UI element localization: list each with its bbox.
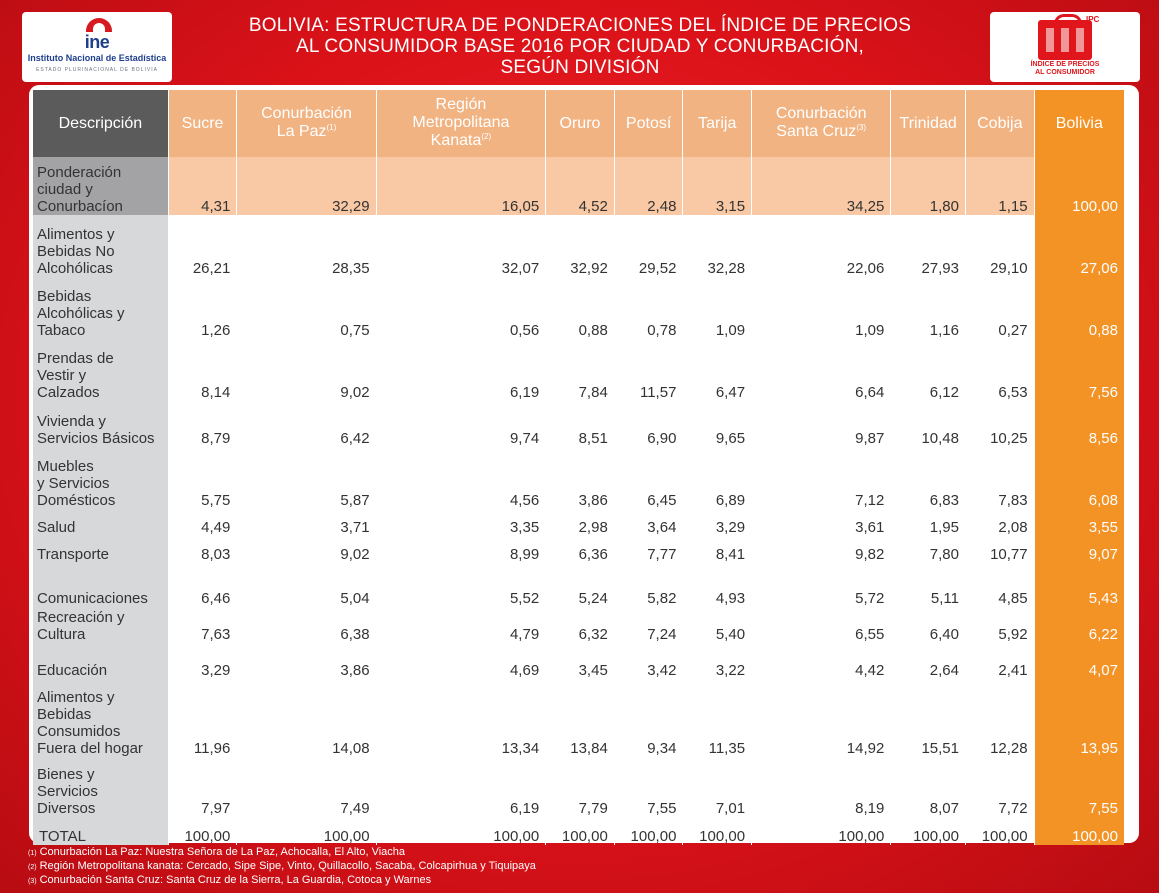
table-cell: 15,51 [891, 679, 966, 757]
table-cell: 7,83 [965, 447, 1034, 509]
table-row [33, 563, 1124, 607]
column-header-label: Metropolitana [412, 113, 510, 131]
table-cell: 1,15 [965, 157, 1034, 215]
table-cell: 4,42 [752, 643, 891, 679]
page-title [190, 15, 970, 78]
table-cell: 4,79 [376, 607, 546, 643]
table-cell: 32,29 [237, 157, 376, 215]
table-cell: 8,19 [752, 757, 891, 817]
table-cell: 4,85 [965, 563, 1034, 607]
table-cell: 3,29 [168, 643, 237, 679]
row-label-line: Servicios [37, 783, 98, 800]
footnote-text: Conurbación La Paz: Nuestra Señora de La Paz, Achocalla, El Alto, Viacha [39, 846, 406, 858]
table-cell: 3,15 [683, 157, 752, 215]
table-cell: 7,49 [237, 757, 376, 817]
ipc-logo-text [990, 61, 1140, 77]
table-cell: 7,84 [546, 339, 615, 401]
column-header-note: (3) [856, 122, 867, 132]
table-row [33, 277, 1124, 339]
row-label [33, 643, 168, 679]
table-row [33, 215, 1124, 277]
table-cell: 8,07 [891, 757, 966, 817]
table-cell: 1,80 [891, 157, 966, 215]
table-cell: 13,34 [376, 679, 546, 757]
table-cell: 7,01 [683, 757, 752, 817]
row-label-line: Consumidos [37, 723, 121, 740]
table-row [33, 817, 1124, 845]
column-header-trinidad [891, 90, 966, 157]
page-title-line: AL CONSUMIDOR BASE 2016 POR CIUDAD Y CONURBACIÓN, [296, 36, 864, 57]
column-header-label: Trinidad [899, 114, 957, 132]
table-cell: 6,90 [614, 401, 683, 447]
table-cell: 8,79 [168, 401, 237, 447]
column-header-label: Kanata [430, 131, 482, 149]
table-cell: 32,92 [546, 215, 615, 277]
table-cell: 100,00 [546, 817, 615, 845]
table-cell: 6,83 [891, 447, 966, 509]
column-header-label: Potosí [625, 114, 672, 132]
table-cell: 0,88 [546, 277, 615, 339]
table-cell: 3,42 [614, 643, 683, 679]
table-cell: 7,79 [546, 757, 615, 817]
table-cell: 3,29 [683, 509, 752, 536]
table-row [33, 679, 1124, 757]
ipc-logo [990, 12, 1140, 82]
row-label [33, 157, 168, 215]
table-cell: 2,64 [891, 643, 966, 679]
row-label-line: Bebidas [37, 706, 92, 723]
table-cell: 11,35 [683, 679, 752, 757]
table-cell: 6,19 [376, 757, 546, 817]
table-cell: 6,40 [891, 607, 966, 643]
table-row [33, 757, 1124, 817]
row-label [33, 215, 168, 277]
table-cell: 8,14 [168, 339, 237, 401]
ine-logo-name: Instituto Nacional de Estadística [27, 53, 167, 63]
row-label-line: Domésticos [37, 492, 116, 509]
table-cell: 4,93 [683, 563, 752, 607]
row-label-line: TOTAL [39, 828, 86, 845]
table-cell: 9,74 [376, 401, 546, 447]
row-label [33, 277, 168, 339]
table-cell: 32,07 [376, 215, 546, 277]
table-cell: 2,41 [965, 643, 1034, 679]
table-cell: 12,28 [965, 679, 1034, 757]
row-label-line: y Servicios [37, 475, 110, 492]
row-label-line: Bebidas [37, 288, 92, 305]
table-cell: 6,46 [168, 563, 237, 607]
table-cell: 0,75 [237, 277, 376, 339]
column-header-label: Región [435, 95, 487, 113]
row-label-line: Recreación y [37, 609, 125, 626]
table-cell: 1,16 [891, 277, 966, 339]
table-cell: 7,56 [1034, 339, 1124, 401]
row-label-line: Cultura [37, 626, 86, 643]
table-cell: 100,00 [1034, 817, 1124, 845]
row-label-line: Muebles [37, 458, 94, 475]
table-cell: 3,71 [237, 509, 376, 536]
table-cell: 3,22 [683, 643, 752, 679]
row-label [33, 817, 168, 845]
table-cell: 100,00 [965, 817, 1034, 845]
table-row [33, 339, 1124, 401]
table-row [33, 401, 1124, 447]
table-cell: 6,53 [965, 339, 1034, 401]
table-cell: 3,61 [752, 509, 891, 536]
table-cell: 2,08 [965, 509, 1034, 536]
ine-logo [22, 12, 172, 82]
row-label-line: Fuera del hogar [37, 740, 143, 757]
ipc-logo-tag: IPC [1086, 15, 1100, 24]
footnote [28, 860, 536, 874]
column-header-oruro [546, 90, 615, 157]
row-label-line: Educación [37, 662, 108, 679]
table-cell: 7,55 [1034, 757, 1124, 817]
table-cell: 10,25 [965, 401, 1034, 447]
table-cell: 27,06 [1034, 215, 1124, 277]
table-cell: 5,43 [1034, 563, 1124, 607]
table-cell: 11,96 [168, 679, 237, 757]
footnote-mark: (1) [28, 850, 37, 857]
row-label-line: ciudad y [37, 181, 93, 198]
table-cell: 9,07 [1034, 536, 1124, 563]
footnote-text: Región Metropolitana kanata: Cercado, Sipe Sipe, Vinto, Quillacollo, Sacaba, Colcapirhua y Tiquipaya [39, 860, 536, 872]
row-label [33, 757, 168, 817]
footnote-text: Conurbación Santa Cruz: Santa Cruz de la Sierra, La Guardia, Cotoca y Warnes [39, 874, 432, 886]
table-cell: 100,00 [683, 817, 752, 845]
row-label [33, 536, 168, 563]
row-label [33, 563, 168, 607]
table-cell: 0,56 [376, 277, 546, 339]
table-cell: 7,80 [891, 536, 966, 563]
row-label-line: Calzados [37, 384, 100, 401]
table-cell: 9,65 [683, 401, 752, 447]
footnote-mark: (3) [28, 878, 37, 885]
table-cell: 5,92 [965, 607, 1034, 643]
table-cell: 4,69 [376, 643, 546, 679]
table-cell: 5,40 [683, 607, 752, 643]
column-header-cobija [965, 90, 1034, 157]
table-cell: 7,55 [614, 757, 683, 817]
table-cell: 100,00 [376, 817, 546, 845]
table-cell: 5,52 [376, 563, 546, 607]
row-label [33, 679, 168, 757]
table-cell: 4,31 [168, 157, 237, 215]
table-row [33, 447, 1124, 509]
table-cell: 5,87 [237, 447, 376, 509]
table-cell: 0,78 [614, 277, 683, 339]
column-header-label: Santa Cruz [776, 122, 857, 140]
row-label-line: Prendas de [37, 350, 114, 367]
table-cell: 3,55 [1034, 509, 1124, 536]
table-cell: 4,49 [168, 509, 237, 536]
table-cell: 4,56 [376, 447, 546, 509]
table-cell: 10,48 [891, 401, 966, 447]
table-cell: 5,82 [614, 563, 683, 607]
column-header-label: Conurbación [261, 104, 352, 122]
page-title-line: BOLIVIA: ESTRUCTURA DE PONDERACIONES DEL ÍNDICE DE PRECIOS [248, 15, 912, 36]
footnotes [28, 846, 536, 888]
table-cell: 0,27 [965, 277, 1034, 339]
row-label [33, 607, 168, 643]
table-cell: 100,00 [891, 817, 966, 845]
table-cell: 6,32 [546, 607, 615, 643]
row-label-line: Alcohólicas [37, 260, 113, 277]
table-row [33, 509, 1124, 536]
table-cell: 9,87 [752, 401, 891, 447]
table-cell: 100,00 [168, 817, 237, 845]
shopping-bag-icon [1038, 20, 1092, 60]
table-cell: 9,82 [752, 536, 891, 563]
row-label [33, 339, 168, 401]
row-label-line: Bienes y [37, 766, 95, 783]
column-header-label: Sucre [181, 114, 224, 132]
row-label-line: Comunicaciones [37, 590, 148, 607]
column-header-label: Tarija [698, 114, 737, 132]
table-cell: 2,98 [546, 509, 615, 536]
table-cell: 5,24 [546, 563, 615, 607]
table-cell: 8,41 [683, 536, 752, 563]
table-cell: 13,95 [1034, 679, 1124, 757]
table-cell: 13,84 [546, 679, 615, 757]
table-cell: 7,12 [752, 447, 891, 509]
table-cell: 6,19 [376, 339, 546, 401]
row-label-line: Alcohólicas y [37, 305, 125, 322]
table-cell: 26,21 [168, 215, 237, 277]
weights-table [33, 90, 1124, 845]
ipc-logo-line: ÍNDICE DE PRECIOS [1030, 61, 1100, 68]
row-label [33, 401, 168, 447]
page-title-line: SEGÚN DIVISIÓN [500, 57, 660, 78]
table-cell: 1,26 [168, 277, 237, 339]
table-cell: 27,93 [891, 215, 966, 277]
column-header-conurbacion-la-paz [237, 90, 376, 157]
table-cell: 8,56 [1034, 401, 1124, 447]
table-cell: 7,24 [614, 607, 683, 643]
row-label [33, 509, 168, 536]
table-cell: 22,06 [752, 215, 891, 277]
row-label-line: Vestir y [37, 367, 87, 384]
table-cell: 1,09 [752, 277, 891, 339]
table-cell: 10,77 [965, 536, 1034, 563]
column-header-label: Descripción [58, 114, 143, 132]
table-cell: 7,77 [614, 536, 683, 563]
table-cell: 3,86 [546, 447, 615, 509]
table-cell: 6,12 [891, 339, 966, 401]
table-cell: 0,88 [1034, 277, 1124, 339]
table-cell: 3,35 [376, 509, 546, 536]
column-header-label: Conurbación [775, 104, 867, 122]
table-row [33, 607, 1124, 643]
table-cell: 5,11 [891, 563, 966, 607]
table-cell: 9,02 [237, 536, 376, 563]
footnote [28, 846, 536, 860]
table-row [33, 536, 1124, 563]
table-cell: 9,02 [237, 339, 376, 401]
row-label-line: Diversos [37, 800, 96, 817]
table-cell: 34,25 [752, 157, 891, 215]
table-cell: 4,07 [1034, 643, 1124, 679]
column-header-note: (2) [481, 131, 492, 141]
table-header-row [33, 90, 1124, 157]
footnote [28, 874, 536, 888]
table-cell: 5,04 [237, 563, 376, 607]
column-header-label: La Paz [276, 122, 327, 140]
row-label-line: Vivienda y [37, 413, 106, 430]
column-header-label: Bolivia [1055, 114, 1103, 132]
table-cell: 1,09 [683, 277, 752, 339]
table-body [33, 157, 1124, 845]
table-cell: 3,86 [237, 643, 376, 679]
table-cell: 11,57 [614, 339, 683, 401]
table-cell: 6,38 [237, 607, 376, 643]
column-header-note: (1) [326, 122, 337, 132]
column-header-tarija [683, 90, 752, 157]
table-cell: 6,22 [1034, 607, 1124, 643]
table-cell: 6,89 [683, 447, 752, 509]
table-cell: 3,64 [614, 509, 683, 536]
table-cell: 6,47 [683, 339, 752, 401]
table-cell: 100,00 [614, 817, 683, 845]
table-cell: 7,97 [168, 757, 237, 817]
column-header-region-metropolitana-kanata [376, 90, 546, 157]
table-cell: 16,05 [376, 157, 546, 215]
table-cell: 100,00 [752, 817, 891, 845]
table-cell: 3,45 [546, 643, 615, 679]
table-cell: 5,72 [752, 563, 891, 607]
row-label-line: Servicios Básicos [37, 430, 155, 447]
row-label-line: Alimentos y [37, 689, 115, 706]
table-cell: 7,72 [965, 757, 1034, 817]
table-cell: 6,42 [237, 401, 376, 447]
table-cell: 8,99 [376, 536, 546, 563]
table-cell: 14,08 [237, 679, 376, 757]
table-cell: 100,00 [1034, 157, 1124, 215]
row-label-line: Ponderación [37, 164, 122, 181]
row-label-line: Transporte [37, 546, 109, 563]
table-cell: 29,52 [614, 215, 683, 277]
row-label [33, 447, 168, 509]
column-header-sucre [168, 90, 237, 157]
table-cell: 1,95 [891, 509, 966, 536]
table-cell: 6,64 [752, 339, 891, 401]
column-header-label: Cobija [977, 114, 1023, 132]
row-label-line: Salud [37, 519, 76, 536]
table-cell: 9,34 [614, 679, 683, 757]
row-label-line: Conurbacíon [37, 198, 123, 215]
table-cell: 8,03 [168, 536, 237, 563]
footnote-mark: (2) [28, 864, 37, 871]
table-cell: 7,63 [168, 607, 237, 643]
table-cell: 14,92 [752, 679, 891, 757]
table-row [33, 643, 1124, 679]
row-label-line: Tabaco [37, 322, 86, 339]
column-header-potosi [614, 90, 683, 157]
table-cell: 6,08 [1034, 447, 1124, 509]
table-cell: 100,00 [237, 817, 376, 845]
ine-logo-mark-icon [86, 18, 112, 32]
table-cell: 2,48 [614, 157, 683, 215]
table-cell: 4,52 [546, 157, 615, 215]
table-cell: 29,10 [965, 215, 1034, 277]
column-header-descripcion [33, 90, 168, 157]
column-header-label: Oruro [559, 114, 601, 132]
table-cell: 8,51 [546, 401, 615, 447]
table-row [33, 157, 1124, 215]
ine-logo-abbr: ine [84, 32, 110, 52]
table-cell: 6,55 [752, 607, 891, 643]
row-label-line: Alimentos y [37, 226, 115, 243]
row-label-line: Bebidas No [37, 243, 115, 260]
table-cell: 32,28 [683, 215, 752, 277]
column-header-bolivia [1034, 90, 1124, 157]
ipc-logo-line: AL CONSUMIDOR [1035, 69, 1095, 76]
table-cell: 5,75 [168, 447, 237, 509]
ine-logo-subtitle: ESTADO PLURINACIONAL DE BOLIVIA [36, 67, 158, 73]
table-cell: 6,45 [614, 447, 683, 509]
table-cell: 28,35 [237, 215, 376, 277]
table-cell: 6,36 [546, 536, 615, 563]
column-header-conurbacion-santa-cruz [752, 90, 891, 157]
